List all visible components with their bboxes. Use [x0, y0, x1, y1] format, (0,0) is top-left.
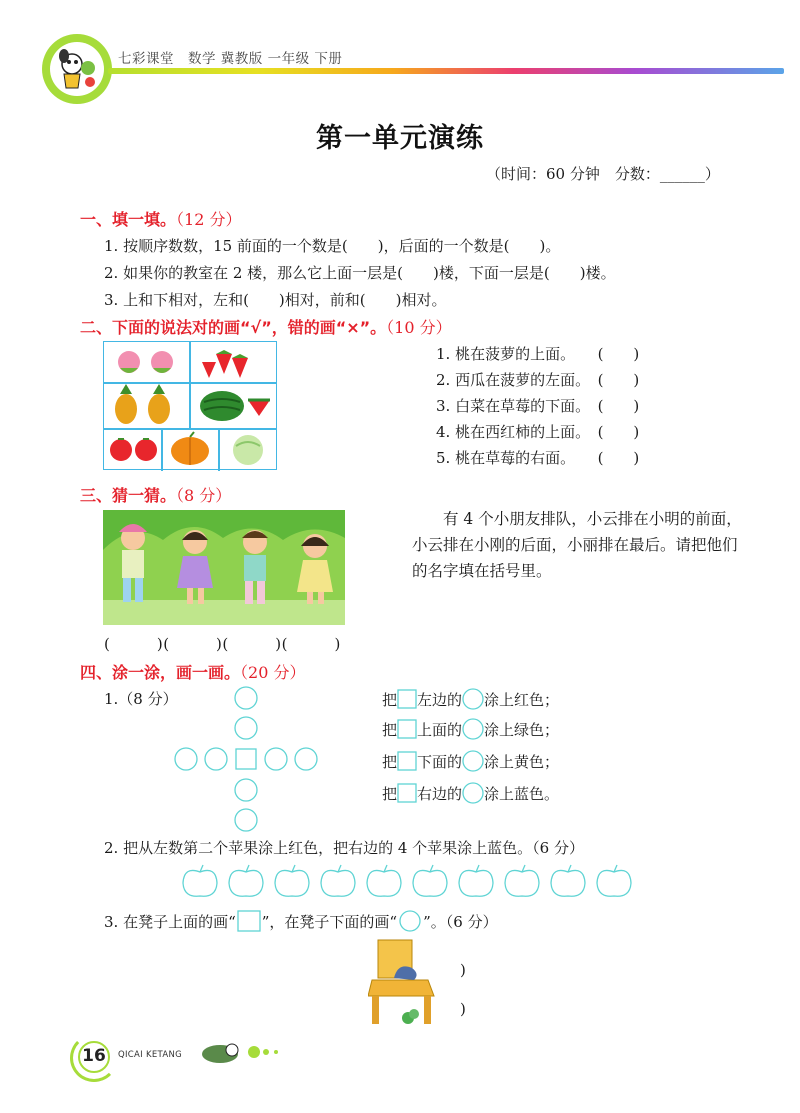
instr-position: 右边的	[417, 785, 463, 803]
circle-shape[interactable]	[235, 779, 257, 801]
instr-ba: 把	[382, 721, 398, 739]
square-shape	[397, 751, 417, 771]
color-instruction-row	[382, 782, 559, 804]
header-book-info: 七彩课堂 数学 冀教版 一年级 下册	[118, 51, 343, 67]
section-1-title: 一、填一填。	[80, 210, 177, 229]
color-instruction-row	[382, 750, 559, 772]
stool-bottom-paren: )	[460, 1000, 466, 1018]
section-3-heading	[80, 483, 231, 506]
footer-mascot-icon	[198, 1038, 284, 1066]
page-title: 第一单元演练	[316, 123, 484, 154]
instr-position: 下面的	[417, 753, 463, 771]
peach-icon	[118, 351, 173, 373]
section-3-title: 三、猜一猜。	[80, 486, 177, 505]
q2-5-text: 5. 桃在草莓的右面。 ( )	[436, 449, 640, 467]
q2-1-text: 1. 桃在菠萝的上面。 ( )	[436, 345, 640, 363]
instr-ba: 把	[382, 753, 398, 771]
section-4-title: 四、涂一涂，画一画。	[80, 663, 241, 682]
instr-color: 涂上黄色；	[484, 753, 560, 771]
square-shape	[397, 719, 417, 739]
strawberry-icon	[202, 350, 248, 378]
instr-ba: 把	[382, 691, 398, 709]
q1-1-text: 1. 按顺序数数，15 前面的一个数是( )，后面的一个数是( )。	[104, 237, 561, 255]
stool-top-paren: )	[460, 961, 466, 979]
section-3-points: （8 分）	[176, 486, 232, 505]
header-mascot-icon	[50, 42, 104, 96]
circle-shape[interactable]	[235, 717, 257, 739]
instr-color: 涂上红色；	[484, 691, 560, 709]
circle-shape	[462, 750, 484, 772]
circle-shape[interactable]	[205, 748, 227, 770]
pineapple-icon	[115, 384, 170, 424]
instr-position: 左边的	[417, 691, 463, 709]
circle-shape	[462, 718, 484, 740]
section-2-points: （10 分）	[386, 318, 452, 337]
circle-shape	[462, 688, 484, 710]
circle-shape[interactable]	[235, 687, 257, 709]
apple-outline-icon[interactable]	[229, 865, 263, 896]
q4-3-part-c: ”。（6 分）	[423, 913, 498, 931]
q4-3-text	[104, 910, 498, 932]
section-1-points: （12 分）	[176, 210, 242, 229]
instr-ba: 把	[382, 785, 398, 803]
circle-shape[interactable]	[235, 809, 257, 831]
apple-outline-icon[interactable]	[551, 865, 585, 896]
apple-outline-icon[interactable]	[321, 865, 355, 896]
section-1-heading	[80, 207, 241, 230]
apple-outline-icon[interactable]	[597, 865, 631, 896]
section-4-heading	[80, 660, 305, 683]
queue-puzzle-text: 有 4 个小朋友排队，小云排在小明的前面，小云排在小刚的后面，小丽排在最后。请把他们的名字填在括号里。	[412, 510, 742, 580]
q4-1-label: 1.（8 分）	[104, 690, 178, 708]
instr-color: 涂上绿色；	[484, 721, 560, 739]
square-shape[interactable]	[236, 749, 256, 769]
q1-2-text: 2. 如果你的教室在 2 楼，那么它上面一层是( )楼，下面一层是( )楼。	[104, 264, 616, 282]
instr-position: 上面的	[417, 721, 463, 739]
tomato-icon	[110, 439, 157, 461]
apple-outline-icon[interactable]	[413, 865, 447, 896]
instr-color: 涂上蓝色。	[484, 785, 560, 803]
header-rainbow-bar	[108, 68, 784, 74]
time-score-line: （时间：60 分钟 分数：______）	[486, 165, 720, 183]
apple-outline-icon[interactable]	[459, 865, 493, 896]
stool-illustration	[368, 938, 440, 1028]
apple-outline-icon[interactable]	[367, 865, 401, 896]
circle-shape[interactable]	[295, 748, 317, 770]
q2-2-text: 2. 西瓜在菠萝的左面。 ( )	[436, 371, 640, 389]
children-queue-illustration	[103, 510, 345, 625]
circle-shape	[397, 910, 423, 932]
section-4-points: （20 分）	[240, 663, 306, 682]
apple-outline-icon[interactable]	[183, 865, 217, 896]
queue-answer-blanks: ( )( )( )( )	[104, 635, 341, 653]
fruit-grid	[103, 341, 277, 470]
section-2-heading	[80, 315, 452, 338]
square-shape	[397, 783, 417, 803]
square-shape	[236, 910, 262, 932]
q2-4-text: 4. 桃在西红柿的上面。 ( )	[436, 423, 640, 441]
color-instruction-row	[382, 688, 559, 710]
pumpkin-icon	[171, 432, 209, 465]
q4-2-text: 2. 把从左数第二个苹果涂上红色，把右边的 4 个苹果涂上蓝色。（6 分）	[104, 839, 584, 857]
page-number: 16	[78, 1041, 110, 1073]
section-2-title: 二、下面的说法对的画“√”，错的画“×”。	[80, 318, 387, 337]
circle-shape	[462, 782, 484, 804]
square-shape	[397, 689, 417, 709]
color-instruction-row	[382, 718, 559, 740]
apple-outline-icon[interactable]	[275, 865, 309, 896]
apple-row	[178, 864, 638, 900]
cabbage-icon	[233, 435, 263, 465]
q4-3-part-a: 3. 在凳子上面的画“	[104, 913, 236, 931]
q4-3-part-b: ”，在凳子下面的画“	[261, 913, 398, 931]
circle-shape[interactable]	[175, 748, 197, 770]
watermelon-icon	[200, 391, 270, 421]
apple-outline-icon[interactable]	[505, 865, 539, 896]
q1-3-text: 3. 上和下相对，左和( )相对，前和( )相对。	[104, 291, 447, 309]
q2-3-text: 3. 白菜在草莓的下面。 ( )	[436, 397, 640, 415]
circle-cross-figure	[170, 683, 330, 833]
circle-shape[interactable]	[265, 748, 287, 770]
footer-brand: QICAI KETANG	[118, 1050, 182, 1060]
